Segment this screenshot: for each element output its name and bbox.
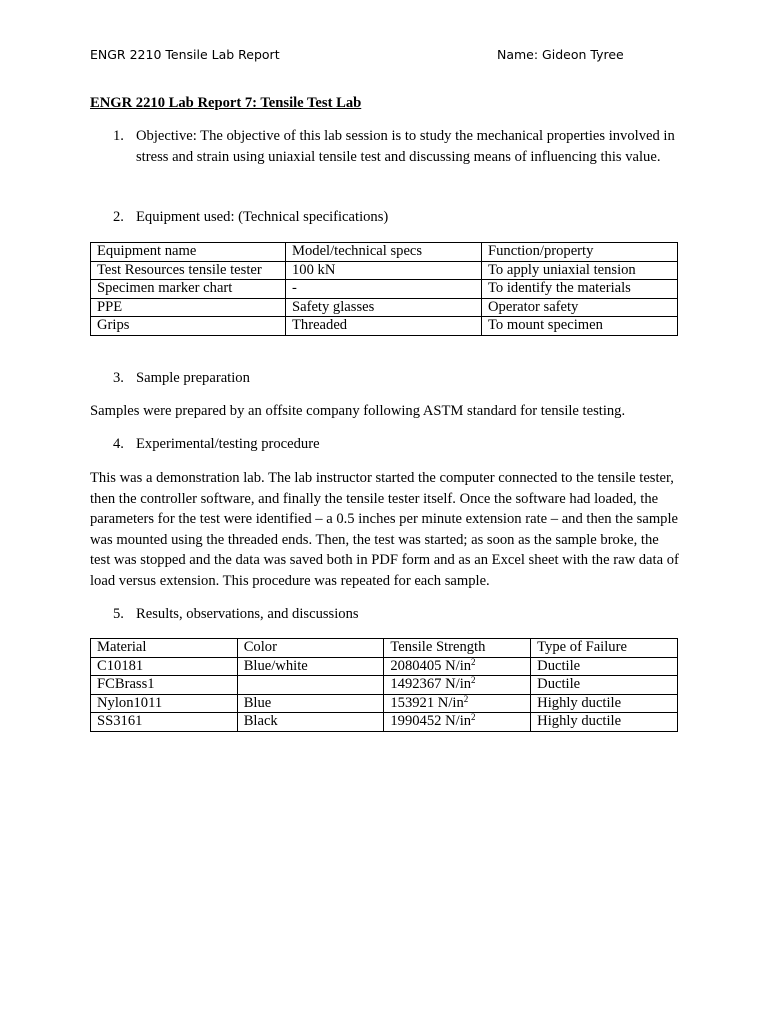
color-cell: Black — [237, 713, 384, 732]
material-cell: FCBrass1 — [91, 676, 238, 695]
table-row — [91, 280, 678, 299]
material-cell: Nylon1011 — [91, 694, 238, 713]
header-name: Name: Gideon Tyree — [497, 47, 624, 62]
table-cell: PPE — [91, 298, 286, 317]
material-cell: C10181 — [91, 657, 238, 676]
strength-cell — [384, 713, 531, 732]
procedure-paragraph: This was a demonstration lab. The lab instructor started the computer connected to the tensile tester, then the controller software, and finally the tensile tester itself. Once the software had loaded, the parameters for the test were identified – a 0.5 inches per minute extension rate – and then the sample was mounted using the threaded ends. Then, the test was started; as soon as the sample broke, the test was stopped and the data was saved both in PDF form and as an Excel sheet with the raw data of load versus extension. This procedure was repeated for each sample. — [90, 470, 679, 589]
unit-exponent: 2 — [471, 712, 476, 722]
table-row — [91, 676, 678, 695]
report-title: ENGR 2210 Lab Report 7: Tensile Test Lab — [90, 95, 362, 111]
failure-cell: Highly ductile — [531, 713, 678, 732]
section-results-heading: Results, observations, and discussions — [136, 606, 359, 622]
failure-cell: Ductile — [531, 676, 678, 695]
table-cell: Grips — [91, 317, 286, 336]
section-sample-prep-heading: Sample preparation — [136, 370, 250, 386]
sample-prep-paragraph: Samples were prepared by an offsite company following ASTM standard for tensile testing. — [90, 403, 626, 419]
table-header-cell: Color — [237, 639, 384, 658]
section-number-2: 2. — [113, 209, 124, 225]
strength-cell — [384, 657, 531, 676]
table-header-cell: Function/property — [482, 243, 678, 262]
color-cell: Blue/white — [237, 657, 384, 676]
table-header-cell: Equipment name — [91, 243, 286, 262]
strength-unit: N/in — [437, 694, 464, 711]
section-number-4: 4. — [113, 436, 124, 452]
section-number-3: 3. — [113, 370, 124, 386]
strength-value: 153921 — [390, 694, 435, 711]
table-cell: - — [286, 280, 482, 299]
strength-unit: N/in — [445, 657, 472, 674]
section-number-5: 5. — [113, 606, 124, 622]
table-header-cell: Material — [91, 639, 238, 658]
table-cell: Operator safety — [482, 298, 678, 317]
failure-cell: Highly ductile — [531, 694, 678, 713]
table-cell: 100 kN — [286, 261, 482, 280]
table-header-cell: Model/technical specs — [286, 243, 482, 262]
table-header-row — [91, 639, 678, 658]
color-cell — [237, 676, 384, 695]
table-cell: To apply uniaxial tension — [482, 261, 678, 280]
table-row — [91, 713, 678, 732]
material-cell: SS3161 — [91, 713, 238, 732]
table-cell: Specimen marker chart — [91, 280, 286, 299]
unit-exponent: 2 — [471, 675, 476, 685]
section-procedure-heading: Experimental/testing procedure — [136, 436, 320, 452]
table-cell: Safety glasses — [286, 298, 482, 317]
table-row — [91, 657, 678, 676]
section-number-1: 1. — [113, 128, 124, 144]
table-cell: To mount specimen — [482, 317, 678, 336]
table-header-cell: Type of Failure — [531, 639, 678, 658]
section-objective: Objective: The objective of this lab session is to study the mechanical properties involved in stress and strain using uniaxial tensile test and discussing means of influencing this value. — [136, 128, 675, 165]
table-row — [91, 261, 678, 280]
equipment-table — [90, 242, 678, 336]
header-course: ENGR 2210 Tensile Lab Report — [90, 47, 280, 62]
failure-cell: Ductile — [531, 657, 678, 676]
unit-exponent: 2 — [471, 656, 476, 667]
table-row — [91, 694, 678, 713]
strength-cell — [384, 694, 531, 713]
table-row — [91, 317, 678, 336]
table-cell: Test Resources tensile tester — [91, 261, 286, 280]
strength-value: 1990452 — [390, 713, 442, 729]
table-header-cell: Tensile Strength — [384, 639, 531, 658]
results-table — [90, 638, 678, 732]
table-cell: Threaded — [286, 317, 482, 336]
table-row — [91, 298, 678, 317]
strength-value: 1492367 — [390, 676, 442, 692]
table-cell: To identify the materials — [482, 280, 678, 299]
strength-unit: N/in — [445, 713, 472, 729]
strength-unit: N/in — [445, 676, 472, 692]
strength-value: 2080405 — [390, 657, 442, 674]
color-cell: Blue — [237, 694, 384, 713]
section-equipment-heading: Equipment used: (Technical specifications) — [136, 209, 389, 225]
table-header-row — [91, 243, 678, 262]
strength-cell — [384, 676, 531, 695]
unit-exponent: 2 — [463, 693, 469, 704]
